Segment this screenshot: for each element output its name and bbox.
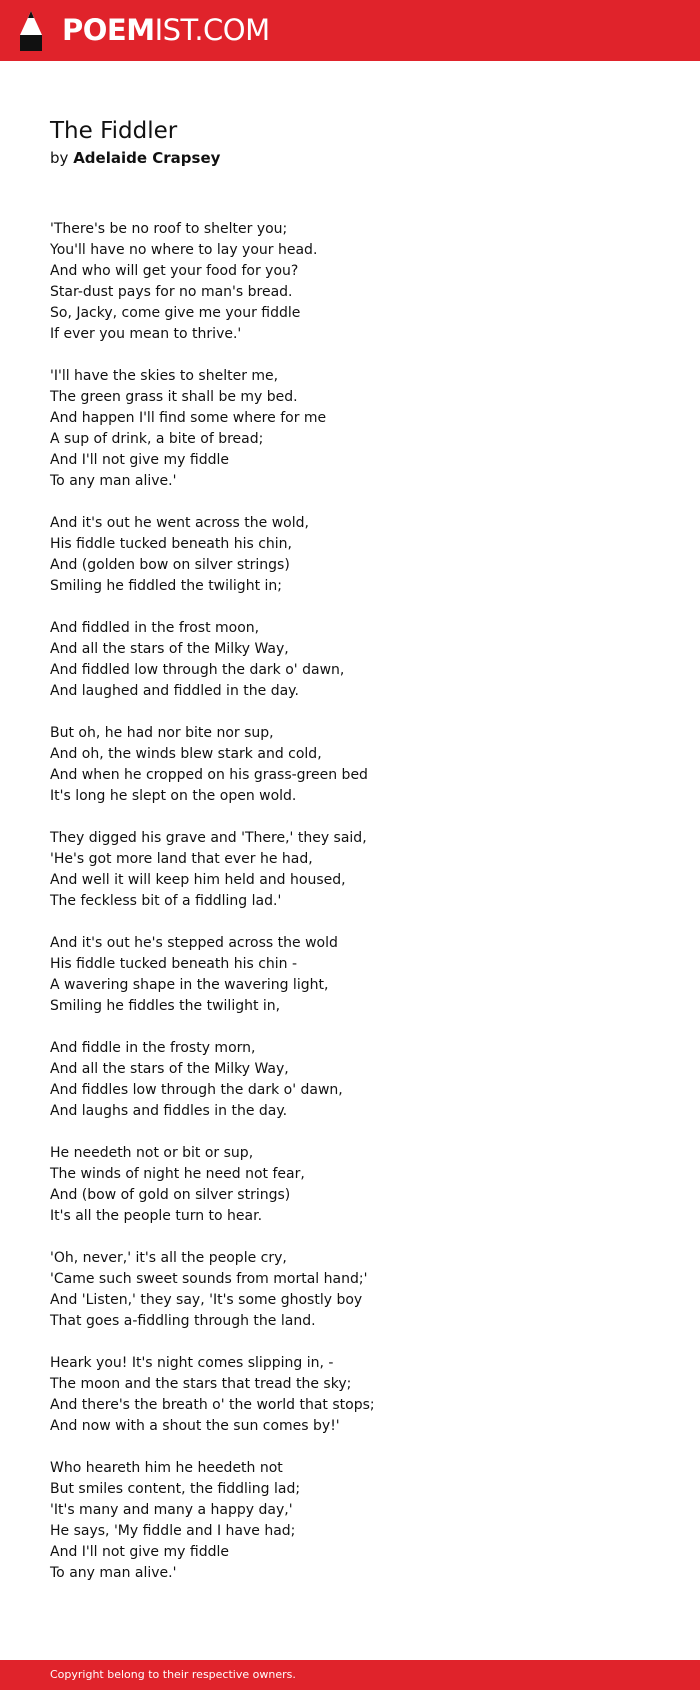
stanza: [50, 1143, 650, 1227]
site-footer: [0, 1660, 700, 1690]
poem-line: 'Oh, never,' it's all the people cry,: [50, 1250, 287, 1266]
poem-line: A sup of drink, a bite of bread;: [50, 431, 264, 447]
stanza: [50, 1353, 650, 1437]
poem-line: 'He's got more land that ever he had,: [50, 851, 313, 867]
stanza: [50, 1038, 650, 1122]
poem-line: It's long he slept on the open wold.: [50, 788, 297, 804]
site-logo-link[interactable]: [62, 12, 270, 48]
poem-line: And oh, the winds blew stark and cold,: [50, 746, 322, 762]
poem-line: The winds of night he need not fear,: [50, 1166, 305, 1182]
poem-line: Star-dust pays for no man's bread.: [50, 284, 293, 300]
poem-line: And it's out he went across the wold,: [50, 515, 309, 531]
poem-line: And who will get your food for you?: [50, 263, 299, 279]
stanza: [50, 513, 650, 597]
poem-line: That goes a-fiddling through the land.: [50, 1313, 316, 1329]
poem-line: And fiddled in the frost moon,: [50, 620, 260, 636]
poem-line: And now with a shout the sun comes by!': [50, 1418, 340, 1434]
poem-line: They digged his grave and 'There,' they said,: [50, 830, 367, 846]
copyright-text: Copyright belong to their respective owners.: [50, 1668, 296, 1681]
poem-line: It's all the people turn to hear.: [50, 1208, 263, 1224]
poem-line: And 'Listen,' they say, 'It's some ghostly boy: [50, 1292, 363, 1308]
poem-line: And it's out he's stepped across the wold: [50, 935, 338, 951]
stanza: [50, 723, 650, 807]
brand-bold-text: POEM: [62, 13, 155, 47]
poem-line: The feckless bit of a fiddling lad.': [50, 893, 282, 909]
poem-line: And laughs and fiddles in the day.: [50, 1103, 288, 1119]
poem-line: And fiddle in the frosty morn,: [50, 1040, 256, 1056]
poem-line: He needeth not or bit or sup,: [50, 1145, 254, 1161]
poem-line: And (bow of gold on silver strings): [50, 1187, 291, 1203]
poem-line: 'I'll have the skies to shelter me,: [50, 368, 279, 384]
poem-title: The Fiddler: [50, 118, 178, 144]
poem-line: The green grass it shall be my bed.: [50, 389, 298, 405]
stanza: [50, 828, 650, 912]
stanza: [50, 219, 650, 345]
poem-line: To any man alive.': [50, 1565, 177, 1581]
brand-light-text: IST.COM: [154, 13, 270, 47]
poem-line: And all the stars of the Milky Way,: [50, 1061, 289, 1077]
poem-line: And when he cropped on his grass-green bed: [50, 767, 368, 783]
poem-line: 'Came such sweet sounds from mortal hand;': [50, 1271, 368, 1287]
poem-line: And I'll not give my fiddle: [50, 1544, 229, 1560]
poem-body: [50, 219, 650, 1605]
poem-line: Smiling he fiddled the twilight in;: [50, 578, 282, 594]
poem-line: 'It's many and many a happy day,': [50, 1502, 293, 1518]
poem-line: To any man alive.': [50, 473, 177, 489]
stanza: [50, 933, 650, 1017]
poem-line: And well it will keep him held and housed,: [50, 872, 346, 888]
poem-line: The moon and the stars that tread the sky;: [50, 1376, 352, 1392]
poem-line: And happen I'll find some where for me: [50, 410, 327, 426]
byline: [50, 147, 220, 169]
poem-line: If ever you mean to thrive.': [50, 326, 242, 342]
poem-line: And laughed and fiddled in the day.: [50, 683, 299, 699]
poem-line: 'There's be no roof to shelter you;: [50, 221, 288, 237]
poem-line: He says, 'My fiddle and I have had;: [50, 1523, 296, 1539]
poem-line: And fiddles low through the dark o' dawn,: [50, 1082, 343, 1098]
poem-line: But oh, he had nor bite nor sup,: [50, 725, 274, 741]
poem-line: So, Jacky, come give me your fiddle: [50, 305, 301, 321]
pencil-tip-icon[interactable]: [18, 10, 44, 52]
site-header: [0, 0, 700, 61]
poem-line: His fiddle tucked beneath his chin -: [50, 956, 298, 972]
poem-line: Smiling he fiddles the twilight in,: [50, 998, 281, 1014]
poem-line: And there's the breath o' the world that stops;: [50, 1397, 375, 1413]
poem-line: Who heareth him he heedeth not: [50, 1460, 283, 1476]
poem-line: You'll have no where to lay your head.: [50, 242, 318, 258]
poem-line: And fiddled low through the dark o' dawn,: [50, 662, 345, 678]
poem-line: A wavering shape in the wavering light,: [50, 977, 329, 993]
by-label: by: [50, 149, 69, 167]
poem-line: His fiddle tucked beneath his chin,: [50, 536, 292, 552]
stanza: [50, 1248, 650, 1332]
poem-line: But smiles content, the fiddling lad;: [50, 1481, 301, 1497]
poem-line: And (golden bow on silver strings): [50, 557, 290, 573]
stanza: [50, 618, 650, 702]
stanza: [50, 1458, 650, 1584]
poem-line: And I'll not give my fiddle: [50, 452, 229, 468]
poem-line: Heark you! It's night comes slipping in, -: [50, 1355, 334, 1371]
stanza: [50, 366, 650, 492]
poem-line: And all the stars of the Milky Way,: [50, 641, 289, 657]
author-name: Adelaide Crapsey: [73, 149, 221, 167]
